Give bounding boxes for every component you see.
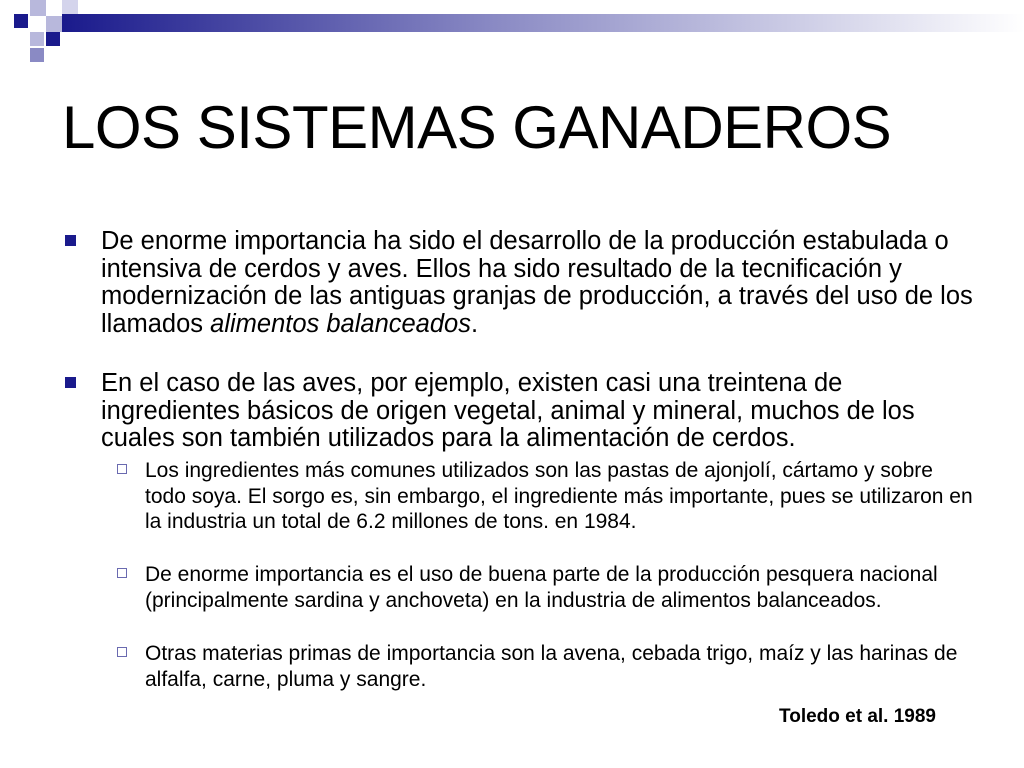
- bullet-2-text: En el caso de las aves, por ejemplo, existen casi una treintena de ingredientes básicos de origen vegetal, animal y mineral, muchos de los cuales son también utilizados para la alimentación de cerdos.: [101, 369, 915, 452]
- hollow-square-bullet-icon: [117, 568, 127, 578]
- subbullet-1-text: Los ingredientes más comunes utilizados son las pastas de ajonjolí, cártamo y sobre todo soya. El sorgo es, sin embargo, el ingrediente más importante, pues se utilizaron en la industria un total de 6.2 millones de tons. en 1984.: [145, 459, 973, 533]
- decor-square-light-1: [30, 0, 46, 16]
- decor-square-dark-2: [46, 32, 60, 46]
- citation: Toledo et al. 1989: [779, 706, 936, 727]
- bullet-1-text: De enorme importancia ha sido el desarrollo de la producción estabulada o intensiva de cerdos y aves. Ellos ha sido resultado de la tecnificación y modernización de las antiguas granjas de producción, a través del uso de los llamados: [101, 227, 973, 338]
- header-gradient-bar: [62, 14, 1024, 32]
- subbullet-item-3: [145, 641, 975, 692]
- hollow-square-bullet-icon: [117, 647, 127, 657]
- subbullet-3-text: Otras materias primas de importancia son la avena, cebada trigo, maíz y las harinas de alfalfa, carne, pluma y sangre.: [145, 642, 958, 691]
- square-bullet-icon: [65, 377, 76, 388]
- subbullet-item-1: [145, 458, 975, 535]
- subbullet-item-2: [145, 562, 975, 613]
- hollow-square-bullet-icon: [117, 464, 127, 474]
- decor-square-light-5: [30, 48, 44, 62]
- bullet-1-italic-term: alimentos balanceados: [210, 309, 471, 338]
- decor-square-dark: [14, 14, 28, 28]
- decorative-header-band: [0, 0, 1024, 70]
- subbullet-2-text: De enorme importancia es el uso de buena parte de la producción pesquera nacional (principalmente sardina y anchoveta) en la industria de alimentos balanceados.: [145, 563, 938, 612]
- bullet-item-2: [101, 370, 981, 453]
- slide-title: LOS SISTEMAS GANADEROS: [62, 94, 892, 161]
- bullet-item-1: [101, 228, 981, 338]
- square-bullet-icon: [65, 235, 76, 246]
- decor-square-light-3: [62, 0, 78, 14]
- bullet-1-tail: .: [470, 309, 479, 338]
- decor-square-light-4: [30, 32, 44, 46]
- decor-square-light-2: [46, 16, 62, 32]
